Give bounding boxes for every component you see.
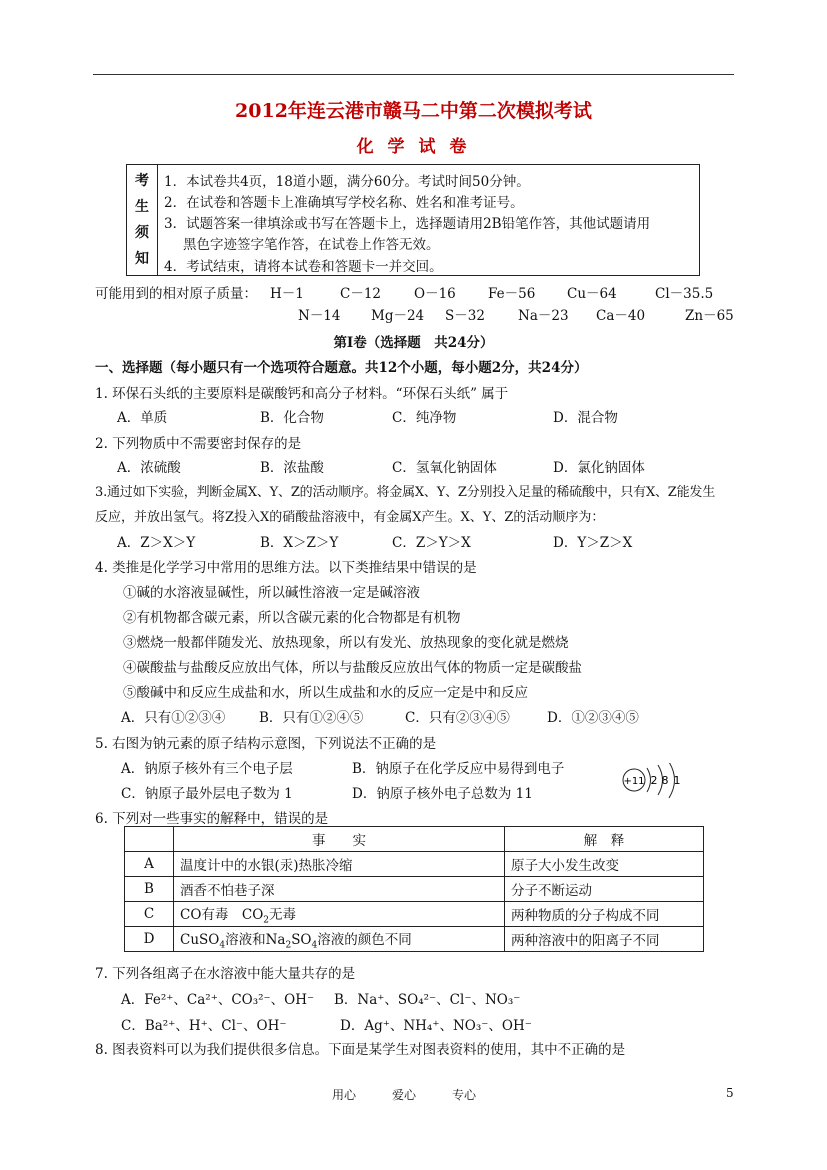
subscript: 2 bbox=[285, 940, 292, 951]
instructions-heading bbox=[127, 165, 158, 275]
table-cell bbox=[174, 927, 505, 952]
question-3-stem: 3.通过如下实验，判断金属X、Y、Z的活动顺序。将金属X、Y、Z分别投入足量的稀硫酸中，只有X、Z能发生 bbox=[95, 485, 716, 500]
table-cell bbox=[174, 902, 505, 927]
cell-text: CuSO bbox=[180, 931, 220, 948]
option: A．钠原子核外有三个电子层 bbox=[121, 761, 293, 777]
cell-text: 无毒 bbox=[269, 906, 297, 923]
question-3-stem-cont: 反应，并放出氢气。将Z投入X的硝酸盐溶液中，有金属X产生。X、Y、Z的活动顺序为： bbox=[95, 510, 605, 525]
statement: ①碱的水溶液显碱性，所以碱性溶液一定是碱溶液 bbox=[123, 585, 420, 601]
subscript: 2 bbox=[263, 915, 270, 926]
option: C．氢氧化钠固体 bbox=[392, 460, 497, 476]
header-rule bbox=[93, 74, 734, 75]
table-row bbox=[125, 852, 704, 877]
question-8-stem: 8. 图表资料可以为我们提供很多信息。下面是某学生对图表资料的使用，其中不正确的是 bbox=[95, 1042, 626, 1058]
table-row bbox=[125, 877, 704, 902]
shell-electrons: 1 bbox=[673, 774, 681, 787]
option: D．混合物 bbox=[553, 410, 618, 426]
table-header-cell: 解 释 bbox=[505, 827, 704, 852]
question-6-stem: 6. 下列对一些事实的解释中，错误的是 bbox=[95, 811, 329, 827]
statement: ②有机物都含碳元素，所以含碳元素的化合物都是有机物 bbox=[123, 610, 461, 626]
question-2-stem: 2. 下列物质中不需要密封保存的是 bbox=[95, 436, 302, 452]
part-title: 一、选择题（每小题只有一个选项符合题意。共12个小题，每小题2分，共24分） bbox=[95, 360, 588, 376]
mass-item: Cu－64 bbox=[567, 286, 617, 302]
page-number: 5 bbox=[726, 1086, 734, 1100]
cell-text: 溶液和Na bbox=[225, 931, 286, 948]
table-cell: B bbox=[125, 877, 174, 902]
option: B．化合物 bbox=[260, 410, 324, 426]
question-4-stem: 4. 类推是化学学习中常用的思维方法。以下类推结果中错误的是 bbox=[95, 560, 477, 576]
cell-text: CO有毒 CO bbox=[180, 906, 264, 923]
mass-item: N－14 bbox=[298, 308, 341, 324]
mass-item: Mg－24 bbox=[371, 308, 425, 324]
table-cell: A bbox=[125, 852, 174, 877]
table-cell: 两种溶液中的阳离子不同 bbox=[505, 927, 704, 952]
option: A．单质 bbox=[117, 410, 168, 426]
mass-item: Cl－35.5 bbox=[655, 286, 714, 302]
option: C．钠原子最外层电子数为 1 bbox=[121, 786, 293, 802]
facts-table bbox=[124, 826, 704, 952]
mass-item: Zn－65 bbox=[685, 308, 734, 324]
footer-motto: 用心 爱心 专心 bbox=[332, 1088, 477, 1102]
instruction-line: 4．考试结束，请将本试卷和答题卡一并交回。 bbox=[164, 259, 443, 275]
table-row bbox=[125, 902, 704, 927]
table-header-cell bbox=[125, 827, 174, 852]
subscript: 4 bbox=[219, 940, 226, 951]
option: B．浓盐酸 bbox=[260, 460, 324, 476]
heading-char: 生 bbox=[135, 199, 149, 215]
sodium-atom-diagram bbox=[620, 763, 686, 809]
mass-item: Fe－56 bbox=[488, 286, 536, 302]
cell-text: SO bbox=[291, 931, 312, 948]
option: D．氯化钠固体 bbox=[553, 460, 645, 476]
heading-char: 知 bbox=[135, 251, 149, 267]
mass-item: Na－23 bbox=[518, 308, 569, 324]
exam-subtitle: 化 学 试 卷 bbox=[356, 137, 471, 157]
instruction-line: 2．在试卷和答题卡上准确填写学校名称、姓名和准考证号。 bbox=[164, 195, 524, 211]
question-5-stem: 5. 右图为钠元素的原子结构示意图，下列说法不正确的是 bbox=[95, 736, 437, 752]
table-cell: 酒香不怕巷子深 bbox=[174, 877, 505, 902]
heading-char: 考 bbox=[135, 173, 149, 189]
mass-item: Ca－40 bbox=[596, 308, 646, 324]
option: C．Ba²⁺、H⁺、Cl⁻、OH⁻ bbox=[121, 1018, 287, 1034]
option: C．Z＞Y＞X bbox=[392, 535, 471, 551]
mass-item: S－32 bbox=[445, 308, 485, 324]
table-cell: C bbox=[125, 902, 174, 927]
option: A．Z＞X＞Y bbox=[117, 535, 196, 551]
option: D．Y＞Z＞X bbox=[553, 535, 633, 551]
option: D．Ag⁺、NH₄⁺、NO₃⁻、OH⁻ bbox=[340, 1018, 532, 1034]
table-cell: 温度计中的水银(汞)热胀冷缩 bbox=[174, 852, 505, 877]
option: A．浓硫酸 bbox=[117, 460, 181, 476]
option: B．只有①②④⑤ bbox=[259, 710, 364, 726]
table-cell: 两种物质的分子构成不同 bbox=[505, 902, 704, 927]
option: C．纯净物 bbox=[392, 410, 457, 426]
heading-char: 须 bbox=[135, 225, 149, 241]
mass-item: O－16 bbox=[414, 286, 456, 302]
statement: ⑤酸碱中和反应生成盐和水，所以生成盐和水的反应一定是中和反应 bbox=[123, 685, 528, 701]
shell-electrons: 8 bbox=[661, 774, 669, 787]
option: D．钠原子核外电子总数为 11 bbox=[352, 786, 533, 802]
table-cell: 分子不断运动 bbox=[505, 877, 704, 902]
instruction-line: 黑色字迹签字笔作答，在试卷上作答无效。 bbox=[183, 237, 440, 253]
table-header-row bbox=[125, 827, 704, 852]
cell-text: 溶液的颜色不同 bbox=[317, 931, 412, 948]
table-cell: D bbox=[125, 927, 174, 952]
exam-title: 2012年连云港市赣马二中第二次模拟考试 bbox=[235, 100, 592, 122]
option: B．X＞Z＞Y bbox=[260, 535, 339, 551]
statement: ③燃烧一般都伴随发光、放热现象，所以有发光、放热现象的变化就是燃烧 bbox=[123, 635, 569, 651]
instruction-line: 3．试题答案一律填涂或书写在答题卡上，选择题请用2B铅笔作答，其他试题请用 bbox=[164, 216, 651, 232]
table-row bbox=[125, 927, 704, 952]
shell-electrons: 2 bbox=[650, 774, 658, 787]
option: D．①②③④⑤ bbox=[547, 710, 639, 726]
section-title: 第Ⅰ卷（选择题 共24分） bbox=[333, 335, 494, 351]
mass-item: H－1 bbox=[270, 286, 304, 302]
mass-item: C－12 bbox=[340, 286, 382, 302]
table-cell: 原子大小发生改变 bbox=[505, 852, 704, 877]
masses-label: 可能用到的相对原子质量： bbox=[95, 286, 257, 302]
option: B．Na⁺、SO₄²⁻、Cl⁻、NO₃⁻ bbox=[334, 992, 521, 1008]
subscript: 4 bbox=[311, 940, 318, 951]
statement: ④碳酸盐与盐酸反应放出气体，所以与盐酸反应放出气体的物质一定是碳酸盐 bbox=[123, 660, 582, 676]
question-1-stem: 1. 环保石头纸的主要原料是碳酸钙和高分子材料。“环保石头纸” 属于 bbox=[95, 386, 509, 402]
instructions-box bbox=[126, 164, 700, 276]
question-7-stem: 7. 下列各组离子在水溶液中能大量共存的是 bbox=[95, 966, 356, 982]
option: A．只有①②③④ bbox=[121, 710, 226, 726]
option: B．钠原子在化学反应中易得到电子 bbox=[352, 761, 565, 777]
option: A．Fe²⁺、Ca²⁺、CO₃²⁻、OH⁻ bbox=[121, 992, 315, 1008]
nucleus-charge: +11 bbox=[623, 776, 645, 787]
instruction-line: 1．本试卷共4页，18道小题，满分60分。考试时间50分钟。 bbox=[164, 174, 530, 190]
table-header-cell: 事 实 bbox=[174, 827, 505, 852]
option: C．只有②③④⑤ bbox=[405, 710, 510, 726]
